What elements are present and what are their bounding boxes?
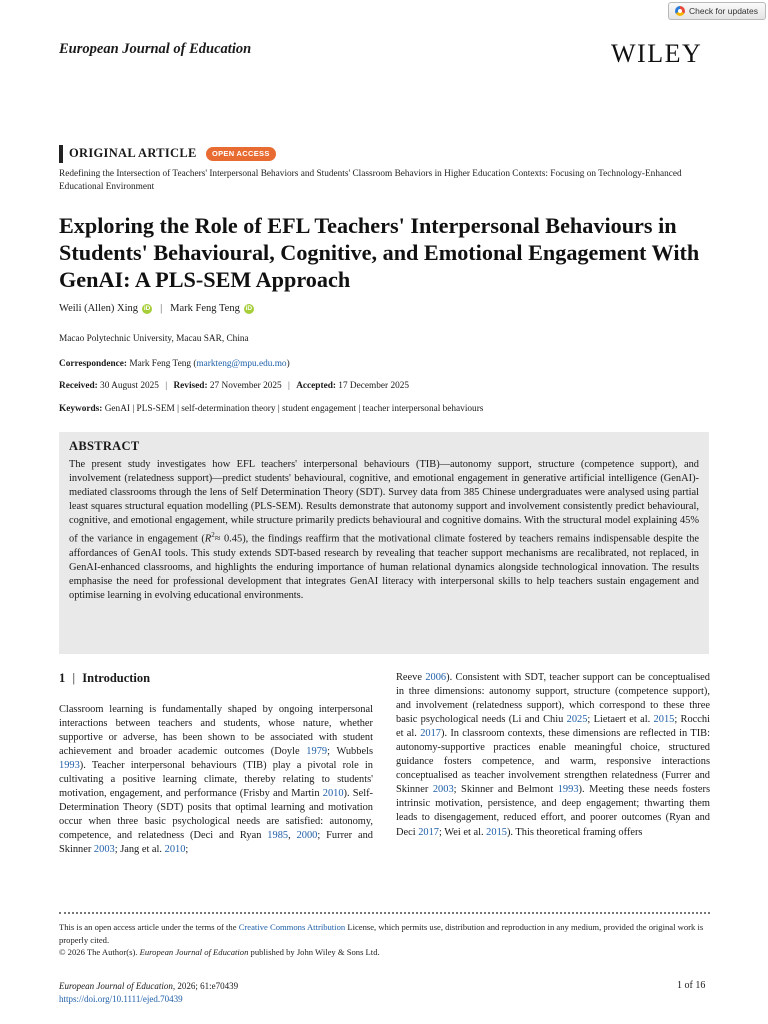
check-for-updates-button[interactable] [668, 2, 766, 20]
author-name[interactable]: Weili (Allen) Xing [59, 303, 139, 314]
correspondence-name: Mark Feng Teng [129, 359, 191, 369]
section-separator: | [72, 671, 76, 685]
author-name[interactable]: Mark Feng Teng [170, 303, 240, 314]
citation-year-link[interactable]: 2017 [420, 728, 441, 740]
publisher-logo: WILEY [611, 39, 703, 68]
citation-year-link[interactable]: 2006 [425, 672, 447, 683]
body-text: , [288, 830, 297, 842]
copyright-journal: European Journal of Education [139, 947, 249, 957]
body-column-right [396, 671, 710, 840]
body-text: ; Lietaert et al. [587, 714, 654, 726]
body-text: ). Teacher interpersonal behaviours (TIB) play a pivotal role in cultivating a positive learning climate, thereby relating to students' motivation, engagement, and performance (Frisby and Martin [59, 760, 373, 800]
crossmark-icon [675, 6, 685, 16]
article-dates [59, 381, 409, 391]
accepted-date: 17 December 2025 [338, 381, 410, 391]
copyright-text: © 2026 The Author(s). [59, 947, 140, 957]
citation-year-link[interactable]: 2017 [418, 826, 439, 838]
footer-citation [59, 980, 238, 1005]
citation-year-link[interactable]: 2015 [486, 826, 507, 838]
license-text: This is an open access article under the terms of the [59, 922, 239, 932]
abstract-text-part: ), the findings reaffirm that the motivational climate fostered by teachers remains indispensable despite the affordances of GenAI tools. This study extends SDT-based research by revealing that teacher support mechanisms are recalibrated, not replaced, in GenAI-enhanced classrooms, and highlights the enduring importance of human relational dynamics alongside technological innovation. The results emphasise the need for professional development that integrates GenAI literacy with interpersonal skills to help teachers sustain engagement and optimise learning in evolving educational environments. [69, 533, 700, 602]
body-column-left [59, 703, 373, 858]
body-text: ; Wei et al. [439, 826, 487, 838]
cc-license-link[interactable]: Creative Commons Attribution [238, 922, 346, 932]
correspondence: Correspondence: Mark Feng Teng (markteng@mpu.edu.mo) [59, 359, 290, 369]
body-text: Reeve [396, 672, 426, 683]
abstract-heading: ABSTRACT [69, 439, 140, 453]
citation-year-link[interactable]: 1993 [557, 784, 579, 796]
received-date: 30 August 2025 [100, 381, 159, 391]
special-issue-line: Redefining the Intersection of Teachers' Interpersonal Behaviors and Students' Classroom Behaviors in Higher Education Contexts: Focusing on Technology-Enhanced Educational Environment [59, 169, 682, 192]
received-label: Received: [59, 381, 98, 391]
correspondence-email-link[interactable]: markteng@mpu.edu.mo [196, 359, 287, 369]
body-text: ; [185, 844, 189, 856]
body-text: ; Skinner and Belmont [453, 784, 558, 796]
citation-year-link[interactable]: 1985 [267, 830, 289, 842]
keywords-label: Keywords: [59, 404, 103, 414]
r-squared-exponent: 2 [211, 531, 215, 540]
article-type: ORIGINAL ARTICLE [69, 146, 197, 160]
article-title: Exploring the Role of EFL Teachers' Interpersonal Behaviours in Students' Behavioural, Cognitive, and Emotional Engagement With GenAI: A PLS-SEM Approach [59, 213, 700, 292]
affiliation: Macao Polytechnic University, Macau SAR, China [59, 334, 249, 344]
citation-year-link[interactable]: 2015 [653, 714, 675, 726]
article-type-bar [59, 145, 63, 163]
citation-year-link[interactable]: 2010 [322, 788, 344, 800]
footnote-divider [59, 912, 710, 914]
abstract-text [69, 458, 699, 603]
license-text: License, which permits use, distribution and reproduction in any medium, provided the original work is properly cited. [59, 922, 704, 945]
section-title: Introduction [82, 671, 151, 685]
section-heading-introduction [59, 671, 150, 686]
license-notice [59, 921, 710, 959]
body-text: ; Wubbels [327, 746, 373, 758]
citation-year-link[interactable]: 2025 [566, 714, 588, 726]
body-text: ; Rocchi et al. [396, 714, 710, 740]
open-access-badge[interactable]: OPEN ACCESS [206, 147, 276, 161]
body-text: ). Self-Determination Theory (SDT) posits that optimal learning and motivation occur when three basic psychological needs are satisfied: autonomy, competence, and relatedness (Deci and Ryan [59, 788, 374, 842]
correspondence-label: Correspondence: [59, 359, 127, 369]
check-for-updates-label: Check for updates [689, 6, 758, 16]
revised-label: Revised: [173, 381, 208, 391]
orcid-icon[interactable]: iD [143, 305, 151, 312]
doi-link[interactable]: https://doi.org/10.1111/ejed.70439 [59, 993, 183, 1004]
author-separator: | [160, 303, 163, 314]
keywords [59, 404, 483, 414]
body-text: ). Meeting these needs fosters intrinsic motivation, persistence, and deep engagement; thwarting them leads to disengagement, reduced effort, and poorer outcomes (Ryan and Deci [396, 784, 710, 838]
section-number: 1 [59, 671, 66, 685]
citation-year-link[interactable]: 2010 [164, 844, 186, 856]
body-text: ). This theoretical framing offers [506, 826, 643, 838]
body-text: ). Consistent with SDT, teacher support can be conceptualised in three dimensions: autonomy support, structure (competence support), and involvement (relatedness support), which correspond to these three basic psychological needs (Li and Chiu [396, 672, 710, 726]
date-separator: | [288, 381, 290, 391]
journal-name: European Journal of Education [59, 41, 252, 57]
author-list [59, 303, 254, 314]
citation-year-link[interactable]: 2000 [296, 830, 318, 842]
orcid-icon[interactable]: iD [245, 305, 253, 312]
citation-year-link[interactable]: 1979 [306, 746, 328, 758]
body-text: ; Jang et al. [114, 844, 165, 856]
r-squared-value: ≈ 0.45 [214, 533, 243, 545]
citation-year-link[interactable]: 2003 [432, 784, 454, 796]
body-text: ; Furrer and Skinner [59, 830, 373, 856]
copyright-text: published by John Wiley & Sons Ltd. [248, 947, 380, 957]
accepted-label: Accepted: [296, 381, 336, 391]
footer-journal: European Journal of Education [59, 981, 173, 991]
footer-volume: , 2026; 61:e70439 [172, 981, 239, 991]
page-number: 1 of 16 [677, 980, 706, 991]
r-squared-symbol: R [204, 533, 212, 545]
abstract-text-part: The present study investigates how EFL teachers' interpersonal behaviours (TIB)—autonomy support, structure (competence support), and involvement (relatedness support)—predict students' behavioural, cognitive, and emotional engagement in generative artificial intelligence (GenAI)-mediated classrooms through the lens of Self Determination Theory (SDT). Survey data from 385 Chinese undergraduates were analysed using partial least squares structural equation modelling (PLS-SEM). Results demonstrate that autonomy support and involvement consistently predict behavioural, cognitive, and emotional engagement, while structure primarily predicts behavioural and cognitive domains. With the structural model explaining 45% of the variance in engagement ( [69, 459, 699, 545]
revised-date: 27 November 2025 [209, 381, 282, 391]
citation-year-link[interactable]: 2003 [93, 844, 115, 856]
body-text: ). In classroom contexts, these dimensions are reflected in TIB: autonomy-supportive practices enable meaningful choice, structured guidance fosters competence, and warm, responsive interactions conceptualised as teacher involvement strengthen relatedness (Furrer and Skinner [396, 728, 710, 796]
citation-year-link[interactable]: 1993 [59, 760, 80, 772]
body-text: Classroom learning is fundamentally shaped by ongoing interpersonal interactions between teachers and students, whose nature, whether supportive or adverse, has been shown to be associated with student achievement and broader academic outcomes (Doyle [59, 704, 373, 758]
keywords-text: GenAI | PLS-SEM | self-determination theory | student engagement | teacher interpersonal behaviours [104, 404, 484, 414]
date-separator: | [165, 381, 168, 391]
